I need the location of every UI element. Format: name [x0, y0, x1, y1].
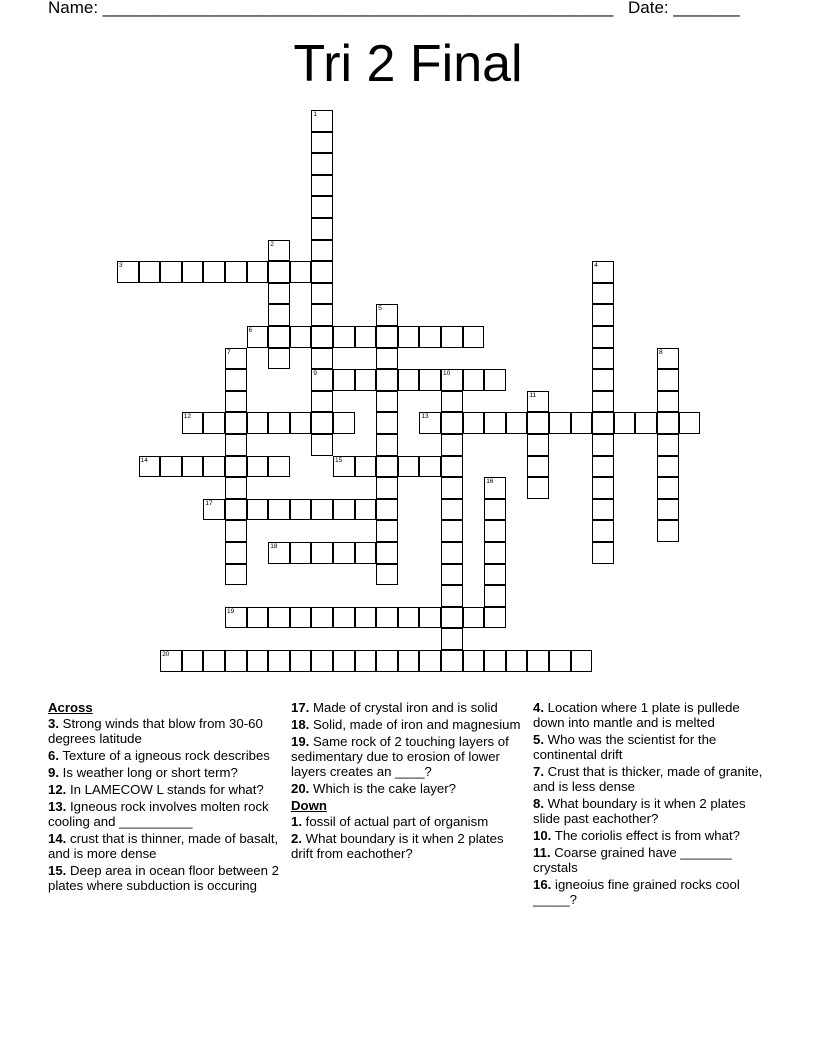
grid-cell[interactable] — [527, 391, 549, 413]
grid-cell[interactable] — [311, 304, 333, 326]
grid-cell[interactable] — [268, 240, 290, 262]
grid-cell[interactable] — [592, 326, 614, 348]
across-clue-20: 20. Which is the cake layer? — [291, 781, 456, 796]
grid-cell[interactable] — [355, 326, 377, 348]
grid-cell[interactable] — [225, 650, 247, 672]
clues-column-3 — [533, 700, 765, 909]
grid-cell[interactable] — [182, 261, 204, 283]
grid-cell[interactable] — [484, 520, 506, 542]
grid-cell[interactable] — [527, 412, 549, 434]
grid-cell[interactable] — [657, 520, 679, 542]
across-heading: Across — [48, 700, 93, 715]
grid-cell[interactable] — [290, 607, 312, 629]
clue-number: 15 — [335, 456, 343, 464]
clue-number: 2 — [270, 240, 274, 248]
grid-cell[interactable] — [160, 261, 182, 283]
down-clue-5: 5. Who was the scientist for the continental drift — [533, 732, 717, 762]
grid-cell[interactable] — [333, 369, 355, 391]
grid-cell[interactable] — [441, 456, 463, 478]
grid-cell[interactable] — [527, 477, 549, 499]
down-clue-1: 1. fossil of actual part of organism — [291, 814, 489, 829]
grid-cell[interactable] — [635, 412, 657, 434]
grid-cell[interactable] — [592, 261, 614, 283]
grid-cell[interactable] — [290, 326, 312, 348]
page-title: Tri 2 Final — [293, 35, 523, 93]
grid-cell[interactable] — [311, 240, 333, 262]
grid-cell[interactable] — [355, 650, 377, 672]
grid-cell[interactable] — [376, 369, 398, 391]
grid-cell[interactable] — [247, 261, 269, 283]
clue-number: 18 — [270, 543, 278, 550]
down-clue-7: 7. Crust that is thicker, made of granite, and is less dense — [533, 764, 763, 794]
grid-cell[interactable] — [311, 499, 333, 521]
clue-number: 8 — [659, 348, 663, 356]
grid-cell[interactable] — [376, 304, 398, 326]
grid-cell[interactable] — [225, 542, 247, 564]
grid-cell[interactable] — [441, 412, 463, 434]
grid-cell[interactable] — [160, 456, 182, 478]
grid-cell[interactable] — [506, 412, 528, 434]
grid-cell[interactable] — [376, 542, 398, 564]
clue-number: 4 — [594, 262, 598, 270]
date-field[interactable]: Date: _______ — [628, 0, 740, 17]
grid-cell[interactable] — [225, 607, 247, 629]
clue-number: 12 — [183, 413, 192, 421]
across-clue-15: 15. Deep area in ocean floor between 2 plates where subduction is occuring — [48, 863, 279, 893]
clue-number: 9 — [313, 370, 318, 378]
down-clue-10: 10. The coriolis effect is from what? — [533, 828, 740, 843]
grid-cell[interactable] — [268, 283, 290, 305]
grid-cell[interactable] — [441, 434, 463, 456]
grid-cell[interactable] — [311, 326, 333, 348]
grid-cell[interactable] — [268, 261, 290, 283]
grid-cell[interactable] — [311, 196, 333, 218]
grid-cell[interactable] — [376, 477, 398, 499]
grid-cell[interactable] — [398, 369, 420, 391]
grid-cell[interactable] — [355, 456, 377, 478]
clue-number: 7 — [227, 348, 231, 356]
grid-cell[interactable] — [311, 218, 333, 240]
grid-cell[interactable] — [484, 564, 506, 586]
grid-cell[interactable] — [355, 607, 377, 629]
down-clue-2: 2. What boundary is it when 2 plates drift from eachother? — [291, 831, 504, 861]
grid-cell[interactable] — [484, 607, 506, 629]
grid-cell[interactable] — [527, 434, 549, 456]
grid-cell[interactable] — [441, 564, 463, 586]
grid-cell[interactable] — [311, 434, 333, 456]
grid-cell[interactable] — [657, 456, 679, 478]
grid-cell[interactable] — [657, 412, 679, 434]
grid-cell[interactable] — [268, 304, 290, 326]
grid-cell[interactable] — [311, 369, 333, 391]
grid-cell[interactable] — [657, 499, 679, 521]
grid-cell[interactable] — [376, 520, 398, 542]
grid-cell[interactable] — [441, 607, 463, 629]
grid-cell[interactable] — [160, 650, 182, 672]
grid-cell[interactable] — [203, 650, 225, 672]
grid-cell[interactable] — [203, 456, 225, 478]
grid-cell[interactable] — [225, 499, 247, 521]
grid-cell[interactable] — [333, 499, 355, 521]
grid-cell[interactable] — [506, 650, 528, 672]
grid-cell[interactable] — [182, 456, 204, 478]
grid-cell[interactable] — [268, 456, 290, 478]
grid-cell[interactable] — [657, 348, 679, 370]
across-clue-17: 17. Made of crystal iron and is solid — [291, 700, 498, 715]
grid-cell[interactable] — [333, 326, 355, 348]
grid-cell[interactable] — [592, 391, 614, 413]
grid-cell[interactable] — [441, 542, 463, 564]
grid-cell[interactable] — [484, 499, 506, 521]
grid-cell[interactable] — [398, 456, 420, 478]
grid-cell[interactable] — [268, 499, 290, 521]
grid-cell[interactable] — [376, 412, 398, 434]
clue-number: 19 — [227, 607, 235, 615]
grid-cell[interactable] — [376, 650, 398, 672]
grid-cell[interactable] — [225, 412, 247, 434]
across-clue-13: 13. Igneous rock involves molten rock cooling and __________ — [48, 799, 269, 829]
name-field[interactable]: Name: ______________________________________________________ — [48, 0, 614, 17]
grid-cell[interactable] — [268, 650, 290, 672]
grid-cell[interactable] — [225, 348, 247, 370]
grid-cell[interactable] — [311, 391, 333, 413]
grid-cell[interactable] — [441, 499, 463, 521]
across-clue-12: 12. In LAMECOW L stands for what? — [48, 782, 264, 797]
grid-cell[interactable] — [268, 326, 290, 348]
grid-cell[interactable] — [463, 412, 485, 434]
grid-cell[interactable] — [657, 391, 679, 413]
grid-cell[interactable] — [355, 369, 377, 391]
grid-cell[interactable] — [463, 326, 485, 348]
grid-cell[interactable] — [203, 261, 225, 283]
grid-cell[interactable] — [549, 412, 571, 434]
grid-cell[interactable] — [225, 520, 247, 542]
clue-number: 10 — [443, 370, 451, 378]
grid-cell[interactable] — [333, 456, 355, 478]
grid-cell[interactable] — [311, 607, 333, 629]
grid-cell[interactable] — [398, 607, 420, 629]
grid-cell[interactable] — [225, 369, 247, 391]
grid-cell[interactable] — [592, 412, 614, 434]
grid-cell[interactable] — [419, 369, 441, 391]
grid-cell[interactable] — [290, 499, 312, 521]
across-clue-3: 3. Strong winds that blow from 30-60 degrees latitude — [48, 716, 263, 746]
clue-number: 1 — [313, 111, 318, 118]
grid-cell[interactable] — [139, 456, 161, 478]
grid-cell[interactable] — [679, 412, 701, 434]
grid-cell[interactable] — [463, 607, 485, 629]
grid-cell[interactable] — [592, 499, 614, 521]
grid-cell[interactable] — [247, 456, 269, 478]
grid-cell[interactable] — [419, 412, 441, 434]
clue-number: 17 — [205, 499, 213, 507]
grid-cell[interactable] — [376, 499, 398, 521]
grid-cell[interactable] — [592, 348, 614, 370]
grid-cell[interactable] — [333, 412, 355, 434]
clue-number: 11 — [529, 391, 537, 399]
grid-cell[interactable] — [311, 132, 333, 154]
grid-cell[interactable] — [657, 477, 679, 499]
grid-cell[interactable] — [225, 477, 247, 499]
clue-number: 16 — [486, 478, 494, 486]
grid-cell[interactable] — [441, 477, 463, 499]
grid-cell[interactable] — [268, 542, 290, 564]
grid-cell[interactable] — [311, 650, 333, 672]
grid-cell[interactable] — [290, 650, 312, 672]
grid-cell[interactable] — [614, 412, 636, 434]
grid-cell[interactable] — [203, 499, 225, 521]
grid-cell[interactable] — [290, 261, 312, 283]
grid-cell[interactable] — [311, 110, 333, 132]
grid-cell[interactable] — [441, 326, 463, 348]
grid-cell[interactable] — [376, 326, 398, 348]
grid-cell[interactable] — [290, 412, 312, 434]
grid-cell[interactable] — [117, 261, 139, 283]
grid-cell[interactable] — [139, 261, 161, 283]
grid-cell[interactable] — [549, 650, 571, 672]
clues-column-1 — [48, 700, 280, 895]
clue-number: 20 — [162, 651, 170, 658]
grid-cell[interactable] — [484, 650, 506, 672]
clues-column-2 — [291, 700, 523, 863]
grid-cell[interactable] — [484, 585, 506, 607]
down-clue-11: 11. Coarse grained have _______ crystals — [533, 845, 732, 875]
grid-cell[interactable] — [398, 650, 420, 672]
clue-number: 13 — [421, 413, 429, 421]
grid-cell[interactable] — [592, 369, 614, 391]
across-clue-14: 14. crust that is thinner, made of basalt, and is more dense — [48, 831, 279, 861]
grid-cell[interactable] — [182, 650, 204, 672]
clue-number: 5 — [378, 305, 382, 313]
grid-cell[interactable] — [376, 348, 398, 370]
grid-cell[interactable] — [376, 564, 398, 586]
down-heading: Down — [291, 798, 327, 813]
grid-cell[interactable] — [484, 412, 506, 434]
across-clue-9: 9. Is weather long or short term? — [48, 765, 238, 780]
grid-cell[interactable] — [268, 412, 290, 434]
grid-cell[interactable] — [376, 456, 398, 478]
grid-cell[interactable] — [419, 650, 441, 672]
grid-cell[interactable] — [225, 434, 247, 456]
grid-cell[interactable] — [441, 628, 463, 650]
down-clue-16: 16. igneoius fine grained rocks cool _____? — [533, 877, 740, 907]
grid-cell[interactable] — [333, 607, 355, 629]
grid-cell[interactable] — [484, 477, 506, 499]
grid-cell[interactable] — [225, 456, 247, 478]
grid-cell[interactable] — [592, 434, 614, 456]
clue-number: 3 — [119, 262, 123, 270]
grid-cell[interactable] — [441, 520, 463, 542]
grid-cell[interactable] — [247, 499, 269, 521]
grid-cell[interactable] — [441, 391, 463, 413]
clue-number: 6 — [248, 327, 253, 334]
grid-cell[interactable] — [311, 542, 333, 564]
clue-number: 14 — [140, 456, 148, 464]
grid-cell[interactable] — [441, 369, 463, 391]
grid-cell[interactable] — [592, 542, 614, 564]
grid-cell[interactable] — [657, 369, 679, 391]
grid-cell[interactable] — [247, 607, 269, 629]
grid-cell[interactable] — [657, 434, 679, 456]
grid-cell[interactable] — [419, 326, 441, 348]
grid-cell[interactable] — [463, 650, 485, 672]
grid-cell[interactable] — [311, 283, 333, 305]
grid-cell[interactable] — [592, 520, 614, 542]
grid-cell[interactable] — [527, 456, 549, 478]
grid-cell[interactable] — [311, 261, 333, 283]
across-clue-18: 18. Solid, made of iron and magnesium — [291, 717, 521, 732]
grid-cell[interactable] — [592, 477, 614, 499]
grid-cell[interactable] — [268, 348, 290, 370]
grid-cell[interactable] — [419, 607, 441, 629]
grid-cell[interactable] — [527, 650, 549, 672]
grid-cell[interactable] — [592, 456, 614, 478]
grid-cell[interactable] — [441, 585, 463, 607]
grid-cell[interactable] — [247, 326, 269, 348]
grid-cell[interactable] — [592, 304, 614, 326]
grid-cell[interactable] — [182, 412, 204, 434]
grid-cell[interactable] — [592, 283, 614, 305]
grid-cell[interactable] — [376, 391, 398, 413]
grid-cell[interactable] — [571, 650, 593, 672]
grid-cell[interactable] — [311, 175, 333, 197]
grid-cell[interactable] — [268, 607, 290, 629]
grid-cell[interactable] — [311, 153, 333, 175]
grid-cell[interactable] — [225, 564, 247, 586]
across-clue-6: 6. Texture of a igneous rock describes — [48, 748, 270, 763]
grid-cell[interactable] — [376, 607, 398, 629]
grid-cell[interactable] — [311, 348, 333, 370]
grid-cell[interactable] — [571, 412, 593, 434]
grid-cell[interactable] — [333, 542, 355, 564]
grid-cell[interactable] — [355, 542, 377, 564]
grid-cell[interactable] — [398, 326, 420, 348]
grid-cell[interactable] — [333, 650, 355, 672]
grid-cell[interactable] — [247, 412, 269, 434]
grid-cell[interactable] — [290, 542, 312, 564]
grid-cell[interactable] — [203, 412, 225, 434]
grid-cell[interactable] — [355, 499, 377, 521]
down-clue-8: 8. What boundary is it when 2 plates slide past eachother? — [533, 796, 746, 826]
grid-cell[interactable] — [311, 412, 333, 434]
across-clue-19: 19. Same rock of 2 touching layers of sedimentary due to erosion of lower layers creates an ____? — [291, 734, 509, 779]
grid-cell[interactable] — [441, 650, 463, 672]
grid-cell[interactable] — [484, 369, 506, 391]
grid-cell[interactable] — [225, 261, 247, 283]
grid-cell[interactable] — [419, 456, 441, 478]
grid-cell[interactable] — [247, 650, 269, 672]
grid-cell[interactable] — [225, 391, 247, 413]
grid-cell[interactable] — [484, 542, 506, 564]
down-clue-4: 4. Location where 1 plate is pullede down into mantle and is melted — [533, 700, 740, 730]
grid-cell[interactable] — [376, 434, 398, 456]
grid-cell[interactable] — [463, 369, 485, 391]
